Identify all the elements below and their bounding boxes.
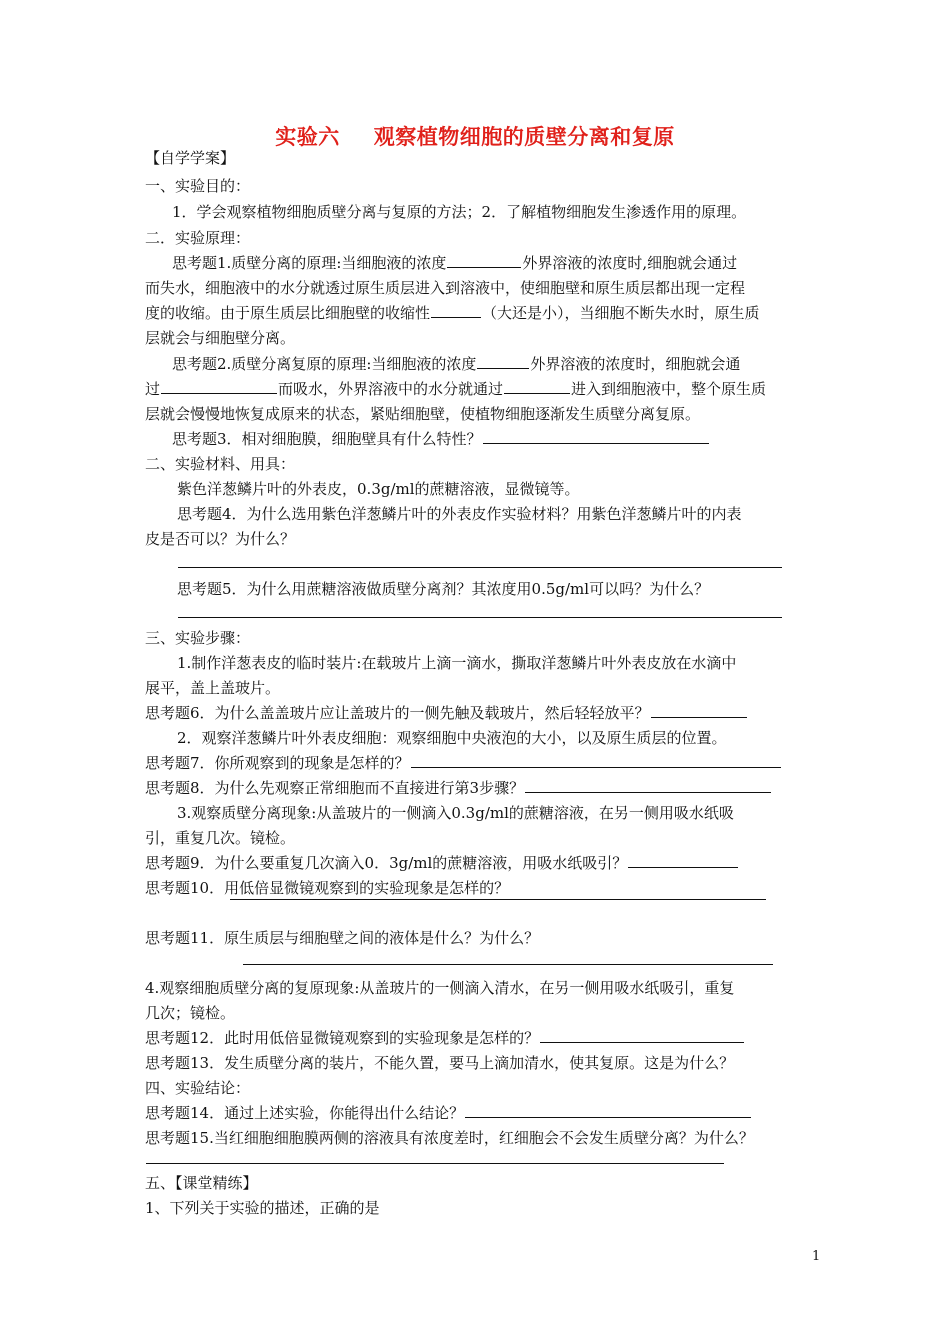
self-study-heading: 【自学学案】	[145, 149, 236, 167]
question-2-line-3: 层就会慢慢地恢复成原来的状态，紧贴细胞壁，使植物细胞逐渐发生质壁分离复原。	[145, 405, 701, 423]
step-1-line-2: 展平，盖上盖玻片。	[145, 679, 281, 697]
question-10: 思考题10．用低倍显微镜观察到的实验现象是怎样的？	[145, 879, 510, 897]
question-6: 思考题6．为什么盖盖玻片应让盖玻片的一侧先触及载玻片，然后轻轻放平？	[145, 703, 748, 723]
title-experiment-number: 实验六	[275, 124, 340, 149]
answer-blank[interactable]	[651, 703, 747, 718]
question-4-line-2: 皮是否可以？为什么？	[145, 530, 296, 548]
answer-line[interactable]	[178, 567, 782, 568]
question-15: 思考题15.当红细胞细胞膜两侧的溶液具有浓度差时，红细胞会不会发生质壁分离？为什么？	[145, 1129, 754, 1147]
principle-heading: 二．实验原理：	[145, 229, 251, 247]
question-9: 思考题9．为什么要重复几次滴入0．3g/ml的蔗糖溶液，用吸水纸吸引？	[145, 853, 739, 873]
page-number: 1	[812, 1249, 821, 1264]
question-4-line-1: 思考题4．为什么选用紫色洋葱鳞片叶的外表皮作实验材料？用紫色洋葱鳞片叶的内表	[177, 505, 742, 523]
question-2-line-2: 过 而吸水，外界溶液中的水分就通过 进入到细胞液中，整个原生质	[145, 380, 767, 398]
question-3: 思考题3．相对细胞膜，细胞壁具有什么特性？	[172, 429, 710, 449]
step-1-line-1: 1.制作洋葱表皮的临时装片:在载玻片上滴一滴水，撕取洋葱鳞片叶外表皮放在水滴中	[177, 654, 737, 672]
answer-blank[interactable]	[504, 379, 570, 394]
materials-heading: 二、实验材料、用具：	[145, 455, 296, 473]
question-12: 思考题12．此时用低倍显微镜观察到的实验现象是怎样的？	[145, 1028, 745, 1048]
question-1-line-2: 而失水，细胞液中的水分就透过原生质层进入到溶液中，使细胞壁和原生质层都出现一定程	[145, 279, 746, 297]
question-14: 思考题14．通过上述实验，你能得出什么结论？	[145, 1103, 752, 1123]
question-1-line-4: 层就会与细胞壁分离。	[145, 329, 296, 347]
step-4-line-1: 4.观察细胞质壁分离的复原现象:从盖玻片的一侧滴入清水，在另一侧用吸水纸吸引，重复	[145, 979, 735, 997]
step-2: 2．观察洋葱鳞片叶外表皮细胞：观察细胞中央液泡的大小，以及原生质层的位置。	[177, 729, 727, 747]
answer-blank[interactable]	[431, 303, 481, 318]
answer-blank[interactable]	[161, 379, 277, 394]
answer-line[interactable]	[146, 1163, 724, 1164]
question-7: 思考题7．你所观察到的现象是怎样的？	[145, 753, 782, 773]
answer-blank[interactable]	[628, 853, 738, 868]
conclusion-heading: 四、实验结论：	[145, 1079, 251, 1097]
step-3-line-1: 3.观察质壁分离现象:从盖玻片的一侧滴入0.3g/ml的蔗糖溶液，在另一侧用吸水纸吸	[177, 804, 734, 822]
materials-text: 紫色洋葱鳞片叶的外表皮，0.3g/ml的蔗糖溶液，显微镜等。	[177, 480, 580, 498]
question-1-line-3: 度的收缩。由于原生质层比细胞壁的收缩性 （大还是小），当细胞不断失水时，原生质	[145, 304, 760, 322]
steps-heading: 三、实验步骤：	[145, 629, 251, 647]
title-experiment-name: 观察植物细胞的质壁分离和复原	[373, 124, 675, 149]
answer-line[interactable]	[230, 899, 766, 900]
question-13: 思考题13．发生质壁分离的装片，不能久置，要马上滴加清水，使其复原。这是为什么？	[145, 1054, 735, 1072]
practice-item-1: 1、下列关于实验的描述，正确的是	[145, 1199, 380, 1217]
step-4-line-2: 几次；镜检。	[145, 1004, 236, 1022]
answer-blank[interactable]	[411, 753, 781, 768]
question-2-line-1: 思考题2.质壁分离复原的原理:当细胞液的浓度 外界溶液的浓度时，细胞就会通	[172, 355, 741, 373]
answer-blank[interactable]	[447, 253, 521, 268]
answer-blank[interactable]	[465, 1103, 751, 1118]
page-title	[0, 121, 950, 151]
question-11: 思考题11．原生质层与细胞壁之间的液体是什么？为什么？	[145, 929, 540, 947]
purpose-text: 1．学会观察植物细胞质壁分离与复原的方法；2．了解植物细胞发生渗透作用的原理。	[172, 203, 747, 221]
answer-line[interactable]	[178, 617, 782, 618]
question-8: 思考题8．为什么先观察正常细胞而不直接进行第3步骤？	[145, 778, 772, 798]
purpose-heading: 一、实验目的：	[145, 177, 251, 195]
practice-heading: 五、【课堂精练】	[145, 1174, 258, 1192]
answer-blank[interactable]	[483, 429, 709, 444]
question-5: 思考题5．为什么用蔗糖溶液做质壁分离剂？其浓度用0.5g/ml可以吗？为什么？	[177, 580, 710, 598]
answer-blank[interactable]	[477, 354, 529, 369]
answer-blank[interactable]	[525, 778, 771, 793]
answer-line[interactable]	[243, 964, 773, 965]
question-1-line-1: 思考题1.质壁分离的原理:当细胞液的浓度 外界溶液的浓度时,细胞就会通过	[172, 254, 738, 272]
answer-blank[interactable]	[540, 1028, 744, 1043]
step-3-line-2: 引，重复几次。镜检。	[145, 829, 296, 847]
